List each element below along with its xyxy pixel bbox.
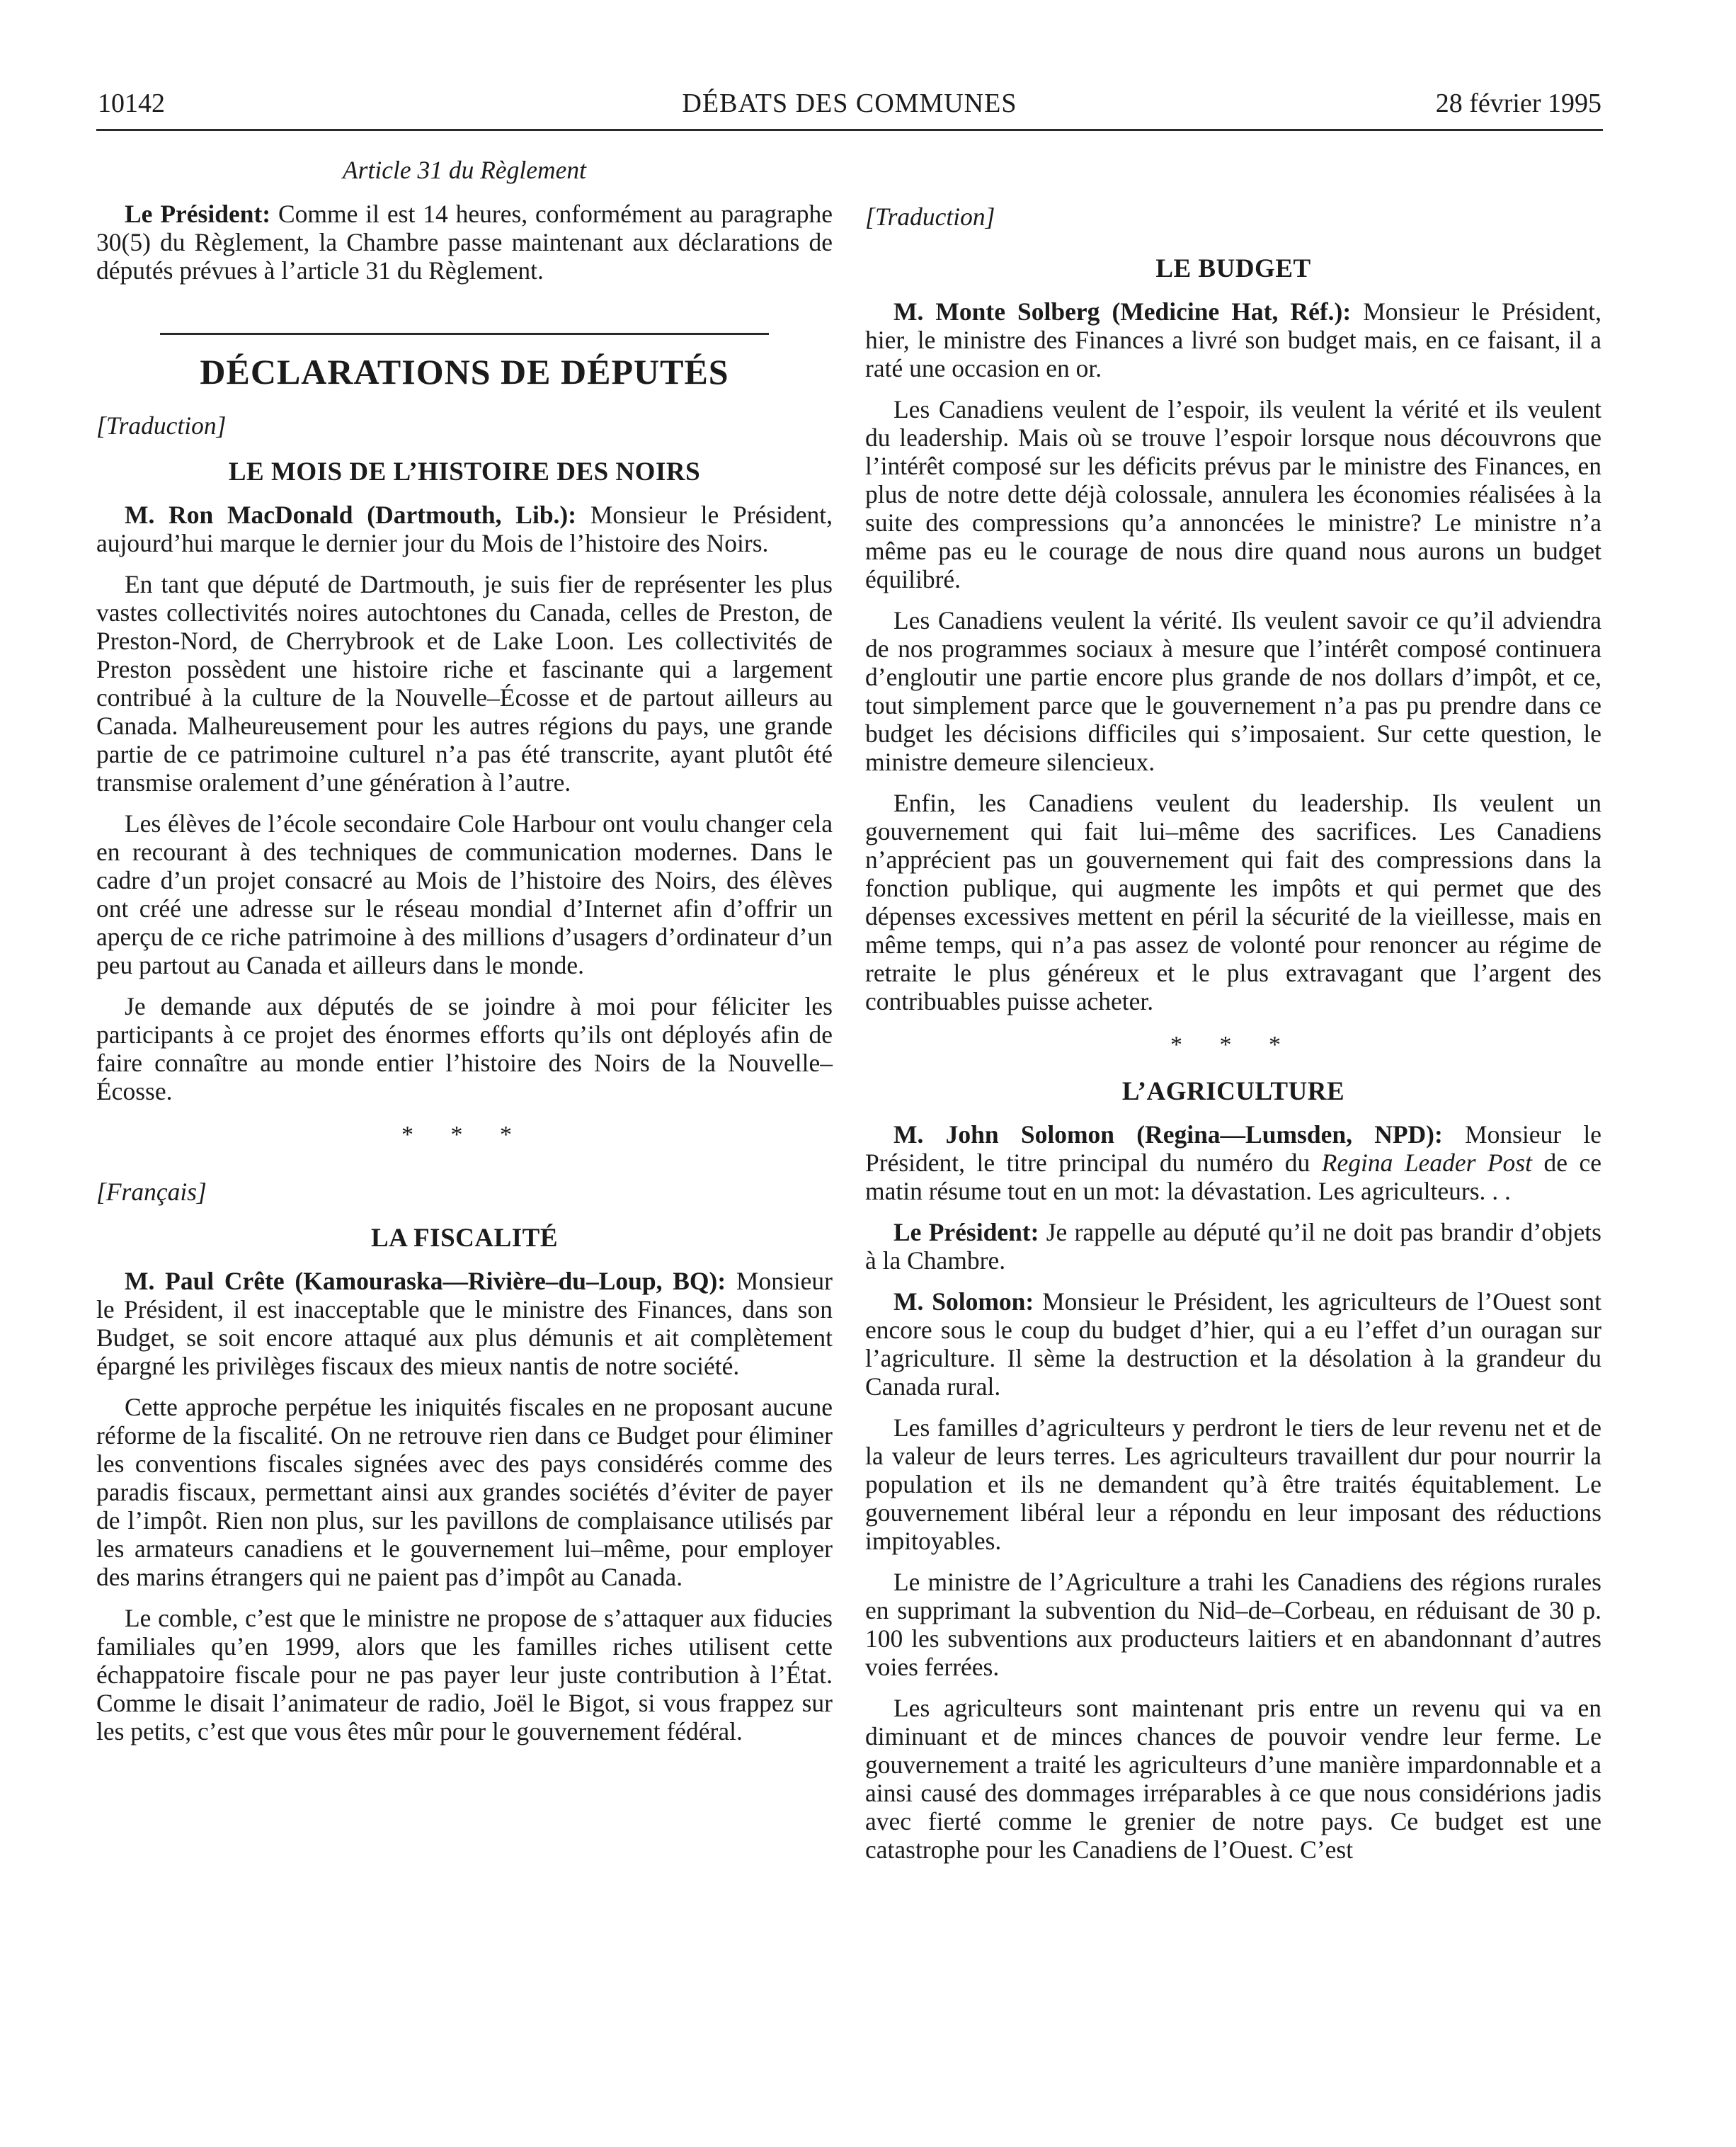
speaker-paragraph xyxy=(96,200,833,285)
speaker-name: M. John Solomon (Regina—Lumsden, NPD): xyxy=(893,1120,1443,1149)
language-tag: [Français] xyxy=(96,1178,207,1206)
speaker-name: M. Paul Crête (Kamouraska—Rivière–du–Loup, BQ): xyxy=(125,1267,726,1295)
section-rule xyxy=(160,333,769,335)
article-title: Article 31 du Règlement xyxy=(342,156,587,184)
left-column xyxy=(96,156,833,1745)
speaker-paragraph xyxy=(865,1218,1601,1275)
speaker-paragraph xyxy=(96,501,833,557)
issue-date: 28 février 1995 xyxy=(1435,89,1601,118)
speaker-name: M. Ron MacDonald (Dartmouth, Lib.): xyxy=(125,501,577,529)
statement-heading: LE MOIS DE L’HISTOIRE DES NOIRS xyxy=(228,457,701,486)
speaker-paragraph xyxy=(865,1120,1601,1205)
section-title: DÉCLARATIONS DE DÉPUTÉS xyxy=(200,352,729,392)
speaker-name: M. Solomon: xyxy=(893,1287,1034,1316)
speech-paragraph: Les agriculteurs sont maintenant pris entre un revenu qui va en diminuant et de minces chances de pouvoir vendre leur ferme. Le gouvernement a traité les agriculteurs d’une manière impardonnable et a ainsi causé des dommages irréparables à ce que nous considérions jadis avec fierté comme le grenier de notre pays. Ce budget est une catastrophe pour les Canadiens de l’Ouest. C’est xyxy=(865,1694,1601,1864)
speech-text: Monsieur le Président, les agriculteurs de l’Ouest sont encore sous le coup du budget d’hier, qui a eu l’effet d’un ouragan sur l’agriculture. Il sème la destruction et la désolation à la grandeur du Canada rural. xyxy=(865,1287,1601,1401)
speech-text: Je rappelle au député qu’il ne doit pas brandir d’objets à la Chambre. xyxy=(865,1218,1601,1275)
speech-paragraph: Cette approche perpétue les iniquités fiscales en ne proposant aucune réforme de la fiscalité. On ne retrouve rien dans ce Budget pour éliminer les conventions fiscales signées avec des pays considérés comme des paradis fiscaux, permettant ainsi aux grandes sociétés d’éviter de payer de l’impôt. Rien non plus, sur les pavillons de complaisance utilisés par les armateurs canadiens et le gouvernement lui–même, pour employer des marins étrangers qui ne paient pas d’impôt au Canada. xyxy=(96,1393,833,1591)
language-tag: [Traduction] xyxy=(96,411,227,440)
running-header xyxy=(96,88,1603,131)
speaker-name: M. Monte Solberg (Medicine Hat, Réf.): xyxy=(893,297,1352,326)
statement-heading: LA FISCALITÉ xyxy=(370,1224,559,1253)
language-tag: [Traduction] xyxy=(865,203,995,231)
speech-paragraph: Le comble, c’est que le ministre ne propose de s’attaquer aux fiducies familiales qu’en 1999, alors que les familles riches utilisent cette échappatoire fiscale pour ne pas payer leur juste contribution à l’État. Comme le disait l’animateur de radio, Joël le Bigot, si vous frappez sur les petits, c’est que vous êtes mûr pour le gouvernement fédéral. xyxy=(96,1604,833,1745)
speech-paragraph: Je demande aux députés de se joindre à moi pour féliciter les participants à ce projet des énormes efforts qu’ils ont déployés afin de faire connaître au monde entier l’histoire des Noirs de la Nouvelle–Écosse. xyxy=(96,992,833,1105)
speech-text: Monsieur le Président, hier, le ministre des Finances a livré son budget mais, en ce faisant, il a raté une occasion en or. xyxy=(865,297,1601,382)
speech-text: Monsieur le Président, aujourd’hui marque le dernier jour du Mois de l’histoire des Noirs. xyxy=(96,501,833,557)
speech-paragraph: Les élèves de l’école secondaire Cole Harbour ont voulu changer cela en recourant à des techniques de communication modernes. Dans le cadre d’un projet consacré au Mois de l’histoire des Noirs, des élèves ont créé une adresse sur le réseau mondial d’Internet afin d’offrir un aperçu de ce riche patrimoine à des millions d’usagers d’ordinateur d’un peu partout au Canada et ailleurs dans le monde. xyxy=(96,809,833,979)
page-number: 10142 xyxy=(98,89,165,118)
speaker-name: Le Président: xyxy=(893,1218,1039,1246)
section-separator: * * * xyxy=(1170,1032,1296,1058)
speech-paragraph: En tant que député de Dartmouth, je suis fier de représenter les plus vastes collectivités noires autochtones du Canada, celles de Preston, de Preston-Nord, de Cherrybrook et de Lake Loon. Les collectivités de Preston possèdent une histoire riche et fascinante qui a largement contribué à la culture de la Nouvelle–Écosse et de partout ailleurs au Canada. Malheureusement pour les autres régions du pays, une grande partie de ce patrimoine culturel n’a pas été transcrite, ayant plutôt été transmise oralement d’une génération à l’autre. xyxy=(96,570,833,797)
speech-text: Monsieur le Président, il est inacceptable que le ministre des Finances, dans son Budget, se soit encore attaqué aux plus démunis et ait complètement épargné les privilèges fiscaux des mieux nantis de notre société. xyxy=(96,1267,833,1380)
speech-paragraph: Les Canadiens veulent la vérité. Ils veulent savoir ce qu’il adviendra de nos programmes sociaux à mesure que l’intérêt composé continuera d’engloutir une partie encore plus grande de nos dollars d’impôt, et ce, tout simplement parce que le gouvernement n’a pas pu prendre dans ce budget les décisions difficiles qui s’imposaient. Sur cette question, le ministre demeure silencieux. xyxy=(865,606,1601,776)
newspaper-title: Regina Leader Post xyxy=(1321,1149,1532,1177)
speech-paragraph: Le ministre de l’Agriculture a trahi les Canadiens des régions rurales en supprimant la subvention du Nid–de–Corbeau, en réduisant de 30 p. 100 les subventions aux producteurs laitiers et en abandonnant d’autres voies ferrées. xyxy=(865,1568,1601,1681)
statement-heading: LE BUDGET xyxy=(1155,254,1311,283)
statement-heading: L’AGRICULTURE xyxy=(1121,1077,1345,1106)
speech-paragraph: Les Canadiens veulent de l’espoir, ils veulent la vérité et ils veulent du leadership. Mais où se trouve l’espoir lorsque nous découvrons que l’intérêt composé sur les déficits prévus par le ministre des Finances, en plus de notre dette déjà colossale, annulera les économies réalisées à la suite des compressions qu’a annoncées le ministre? Le ministre n’a même pas eu le courage de nous dire quand nous aurons un budget équilibré. xyxy=(865,395,1601,593)
speech-text: Monsieur le Président, le titre principal du numéro du xyxy=(865,1120,1601,1177)
speaker-paragraph xyxy=(96,1267,833,1380)
speech-paragraph: Enfin, les Canadiens veulent du leadership. Ils veulent un gouvernement qui fait lui–même des sacrifices. Les Canadiens n’apprécient pas un gouvernement qui fait des compressions dans la fonction publique, qui augmente les impôts et qui permet que des dépenses excessives mettent en péril la sécurité de la vieillesse, mais en même temps, qui n’a pas assez de volonté pour renoncer au régime de retraite le plus généreux et le plus extravagant que l’argent des contribuables puisse acheter. xyxy=(865,789,1601,1015)
speech-paragraph: Les familles d’agriculteurs y perdront le tiers de leur revenu net et de la valeur de leurs terres. Les agriculteurs travaillent dur pour nourrir la population et ils ne demandent qu’à être traités équitablement. Le gouvernement libéral leur a répondu en leur imposant des réductions impitoyables. xyxy=(865,1413,1601,1555)
speaker-name: Le Président: xyxy=(125,200,271,228)
right-column xyxy=(865,203,1601,1864)
speaker-paragraph xyxy=(865,297,1601,382)
section-separator: * * * xyxy=(401,1122,527,1148)
speaker-paragraph xyxy=(865,1287,1601,1401)
speech-text: Comme il est 14 heures, conformément au paragraphe 30(5) du Règlement, la Chambre passe maintenant aux déclarations de députés prévues à l’article 31 du Règlement. xyxy=(96,200,833,285)
publication-title: DÉBATS DES COMMUNES xyxy=(682,89,1017,118)
speech-text: de ce matin résume tout en un mot: la dévastation. Les agriculteurs. . . xyxy=(865,1149,1601,1205)
